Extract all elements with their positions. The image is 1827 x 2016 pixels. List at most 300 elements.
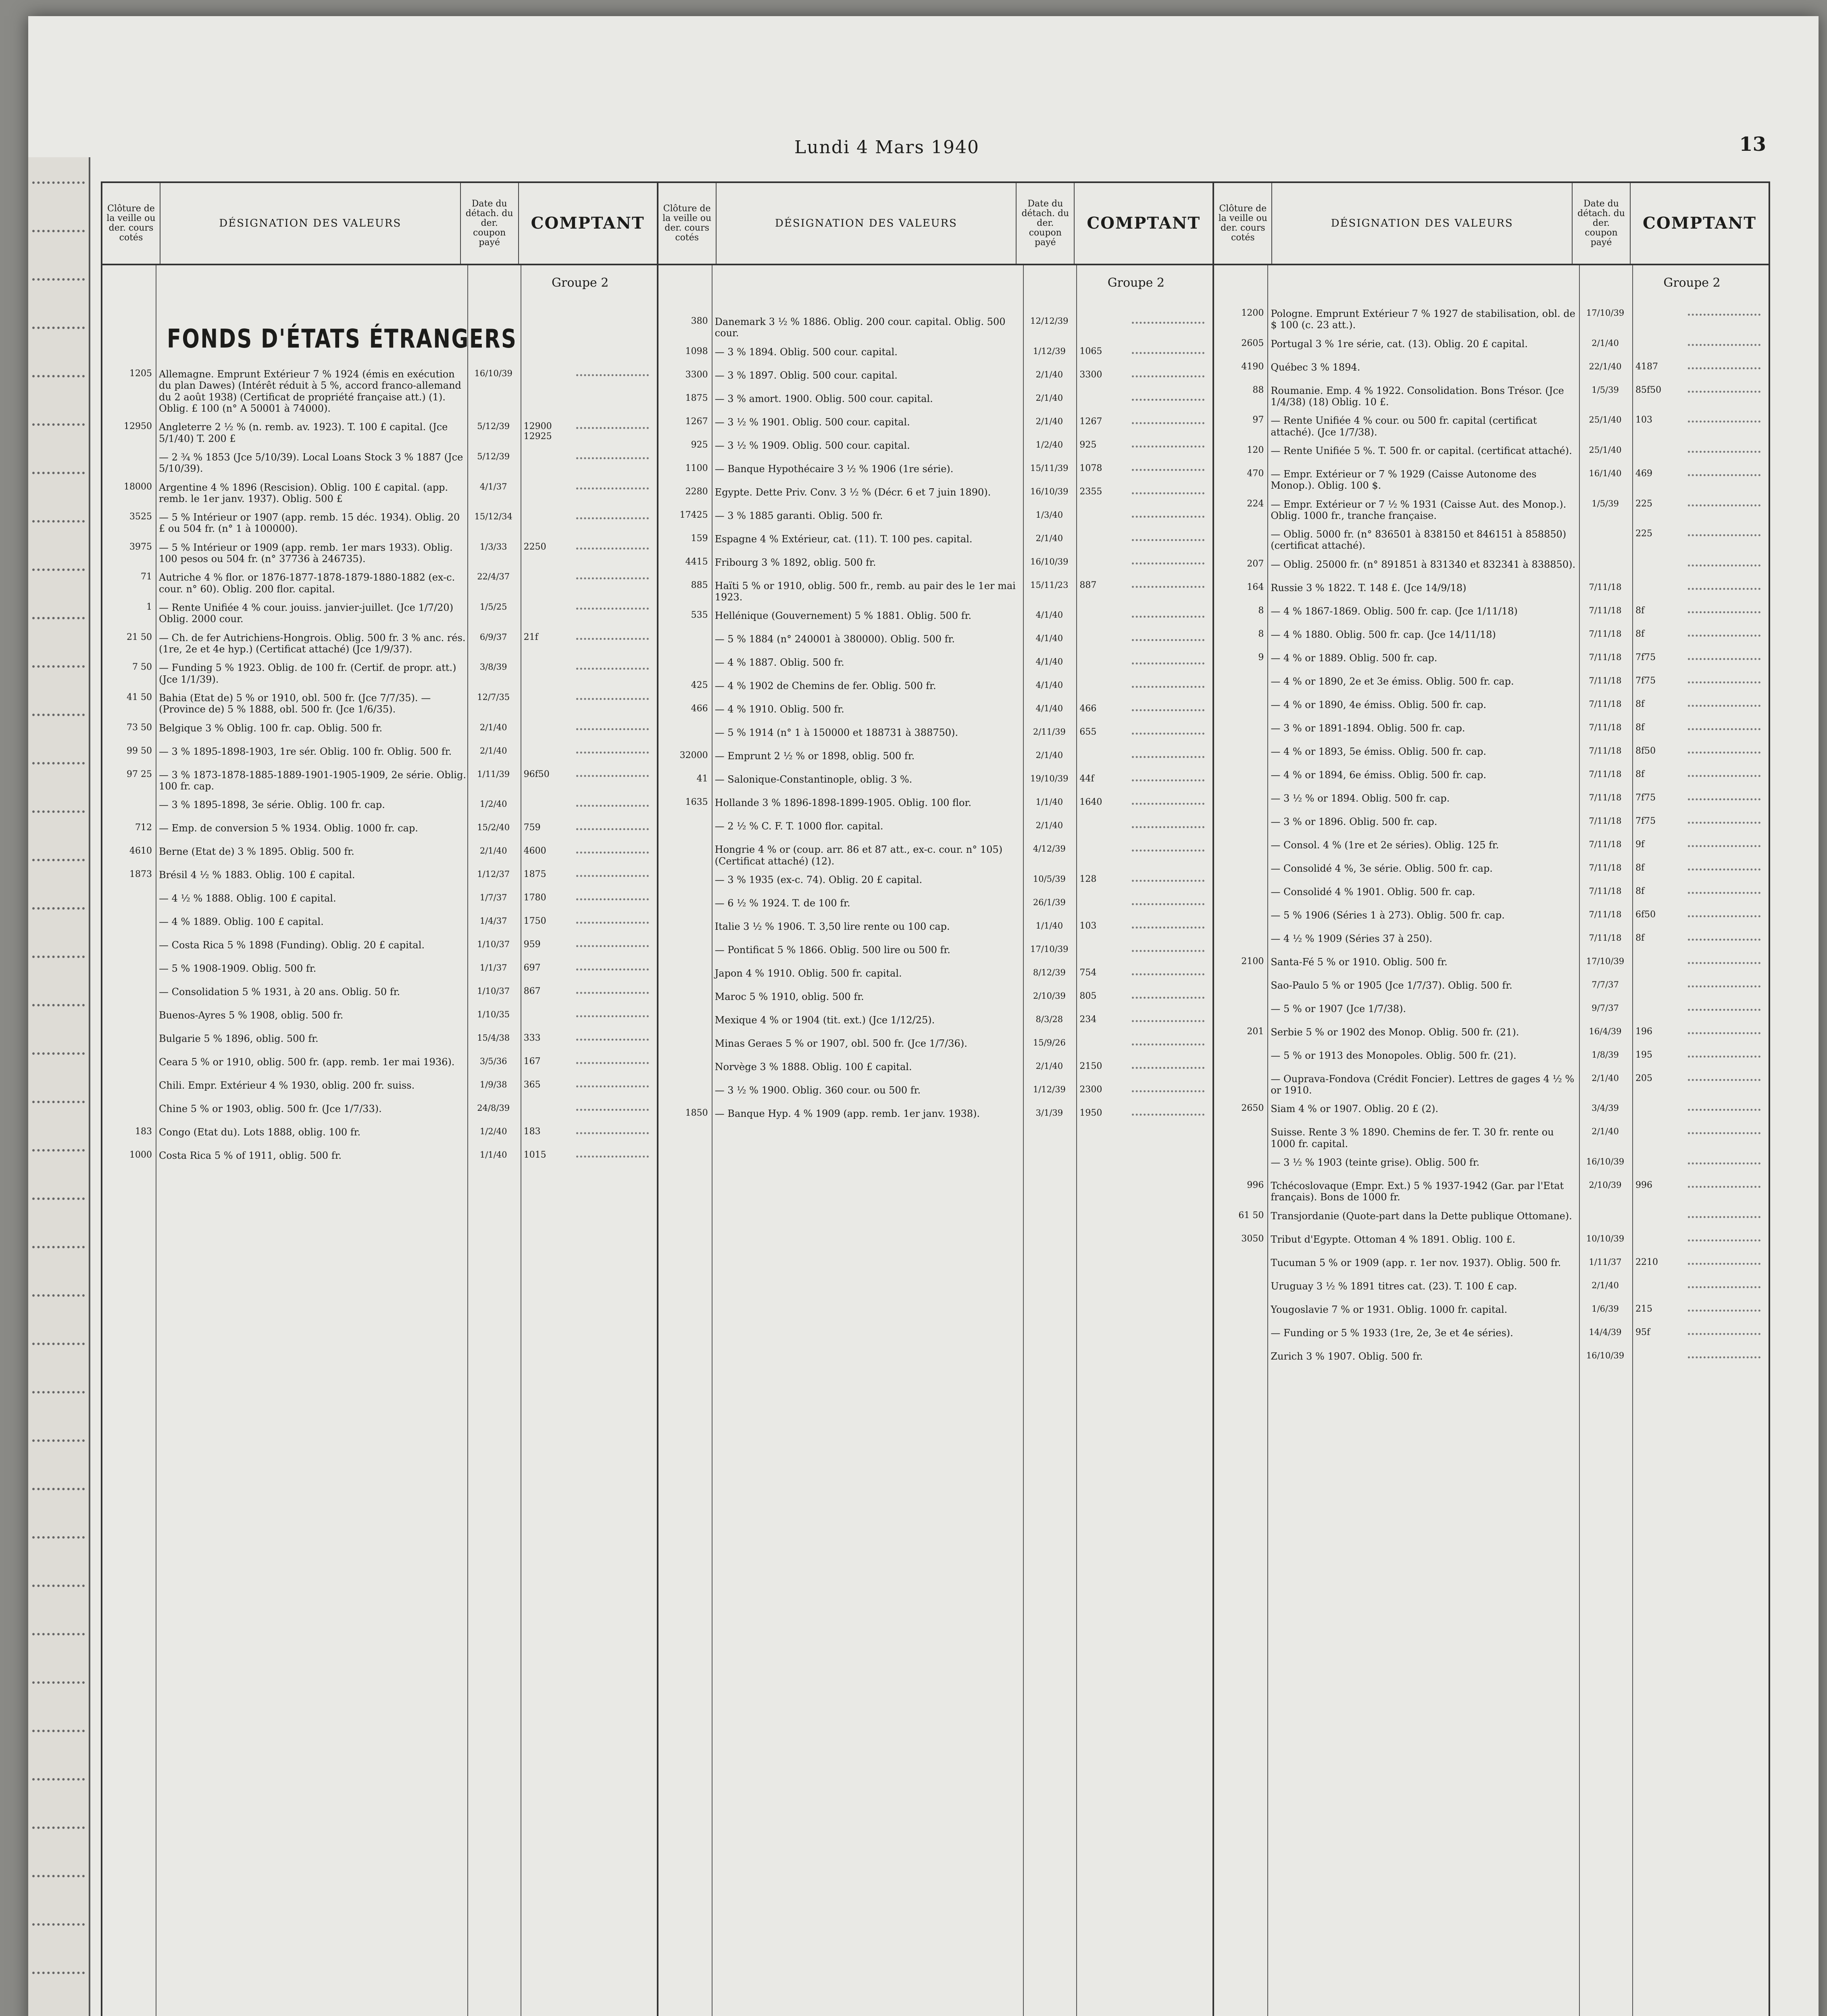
security-designation: — 5 % Intérieur or 1907 (app. remb. 15 déc. 1934). Oblig. 20 £ ou 504 fr. (n° 1 à 100000).: [159, 512, 460, 535]
security-entry: [1214, 676, 1769, 692]
security-entry: [658, 898, 1213, 914]
dotted-leader: [576, 608, 649, 610]
security-entry: [658, 633, 1213, 650]
cloture-price: 2650: [1241, 1103, 1264, 1114]
security-entry: [102, 692, 657, 715]
dotted-leader: [576, 1062, 649, 1064]
cloture-price: 4190: [1241, 361, 1264, 372]
cloture-price: 466: [691, 704, 708, 714]
security-entry: [658, 727, 1213, 743]
security-designation: — Consol. 4 % (1re et 2e séries). Oblig. 125 fr.: [1271, 839, 1499, 851]
cloture-price: 925: [691, 439, 708, 450]
security-entry: [102, 1150, 657, 1166]
coupon-date: 7/11/18: [1589, 605, 1622, 615]
coupon-date: 1/9/38: [479, 1080, 507, 1090]
security-designation: Buenos-Ayres 5 % 1908, oblig. 500 fr.: [159, 1010, 344, 1021]
comptant-value: 2300: [1079, 1084, 1102, 1095]
dotted-leader: [1132, 539, 1204, 541]
dotted-leader: [576, 427, 649, 429]
comptant-value: 697: [523, 963, 541, 973]
cloture-price: 2100: [1241, 956, 1264, 966]
cloture-price: 380: [691, 316, 708, 326]
coupon-date: 25/1/40: [1589, 415, 1622, 425]
security-designation: Pologne. Emprunt Extérieur 7 % 1927 de stabilisation, obl. de $ 100 (c. 23 att.).: [1271, 308, 1575, 331]
coupon-date: 16/4/39: [1589, 1026, 1622, 1036]
header-date: Date du détach. du der. coupon payé: [1017, 183, 1075, 264]
dotted-leader: [32, 1439, 85, 1442]
dotted-leader: [32, 1923, 85, 1926]
coupon-date: 1/4/37: [479, 916, 507, 926]
dotted-leader: [1132, 803, 1204, 805]
dotted-leader: [32, 1343, 85, 1345]
comptant-value: 1640: [1079, 797, 1102, 808]
cloture-price: 32000: [679, 750, 708, 761]
header-cloture: Clôture de la veille ou der. cours cotés: [1214, 183, 1272, 264]
coupon-date: 1/11/37: [1589, 1257, 1622, 1267]
page-number: 13: [1739, 133, 1766, 156]
security-entry: [102, 602, 657, 625]
security-designation: Québec 3 % 1894.: [1271, 361, 1360, 373]
comptant-value: 8f: [1635, 722, 1645, 733]
cloture-price: 97: [1252, 415, 1264, 425]
dotted-leader: [1688, 1109, 1760, 1111]
cloture-price: 1267: [685, 416, 708, 427]
security-entry: [102, 421, 657, 444]
header-comptant: COMPTANT: [1643, 214, 1756, 233]
security-designation: — 3 % or 1896. Oblig. 500 fr. cap.: [1271, 816, 1437, 827]
comptant-value: 8f: [1635, 862, 1645, 873]
cloture-price: 99 50: [127, 746, 152, 756]
dotted-leader: [576, 992, 649, 994]
header-cloture: Clôture de la veille ou der. cours cotés: [102, 183, 160, 264]
dotted-leader: [1688, 845, 1760, 847]
security-designation: — 6 ½ % 1924. T. de 100 fr.: [715, 897, 850, 909]
dotted-leader: [1132, 469, 1204, 471]
cloture-price: 1100: [685, 463, 708, 473]
dotted-leader: [1688, 1056, 1760, 1058]
dotted-leader: [576, 1085, 649, 1087]
coupon-date: 7/11/18: [1589, 699, 1622, 709]
comptant-value: 196: [1635, 1026, 1653, 1037]
comptant-value: 996: [1635, 1180, 1653, 1190]
coupon-date: 7/11/18: [1589, 769, 1622, 779]
security-entry: [1214, 529, 1769, 552]
security-designation: — 5 % 1884 (n° 240001 à 380000). Oblig. 500 fr.: [715, 633, 955, 645]
dotted-leader: [32, 1391, 85, 1393]
security-entry: [1214, 1234, 1769, 1250]
dotted-leader: [32, 1585, 85, 1587]
comptant-value: 365: [523, 1080, 541, 1090]
security-entry: [102, 482, 657, 505]
coupon-date: 1/12/39: [1033, 1084, 1066, 1094]
cloture-price: 1205: [129, 369, 152, 379]
newspaper-page: [28, 16, 1819, 2016]
comptant-value: 2150: [1079, 1061, 1102, 1071]
security-designation: Roumanie. Emp. 4 % 1922. Consolidation. Bons Trésor. (Jce 1/4/38) (18) Oblig. 10 £.: [1271, 385, 1564, 408]
coupon-date: 1/10/35: [477, 1010, 510, 1020]
dotted-leader: [1132, 950, 1204, 952]
security-entry: [102, 939, 657, 956]
groupe-label: Groupe 2: [1107, 276, 1165, 290]
security-entry: [1214, 559, 1769, 575]
coupon-date: 3/8/39: [479, 662, 507, 672]
security-designation: — 3 % 1897. Oblig. 500 cour. capital.: [715, 369, 898, 381]
security-designation: Japon 4 % 1910. Oblig. 500 fr. capital.: [715, 967, 902, 979]
security-designation: Ceara 5 % or 1910, oblig. 500 fr. (app. remb. 1er mai 1936).: [159, 1056, 455, 1068]
comptant-value: 8f: [1635, 886, 1645, 896]
cloture-price: 3975: [129, 541, 152, 552]
security-entry: [658, 750, 1213, 766]
cloture-price: 1200: [1241, 308, 1264, 318]
security-entry: [1214, 1050, 1769, 1066]
dotted-leader: [1132, 973, 1204, 975]
dotted-leader: [1688, 1263, 1760, 1265]
coupon-date: 2/1/40: [1592, 1127, 1619, 1137]
security-entry: [102, 542, 657, 565]
comptant-value: 7f75: [1635, 675, 1656, 686]
dotted-leader: [1688, 534, 1760, 536]
security-designation: — 2 ¾ % 1853 (Jce 5/10/39). Local Loans Stock 3 % 1887 (Jce 5/10/39).: [159, 451, 463, 475]
column-header: [658, 183, 1213, 265]
coupon-date: 1/1/37: [479, 963, 507, 973]
security-designation: — Ch. de fer Autrichiens-Hongrois. Oblig. 500 fr. 3 % anc. rés. (1re, 2e et 4e hyp.) (Certificat attaché) (Jce 1/9/37).: [159, 632, 466, 655]
security-entry: [1214, 793, 1769, 809]
security-designation: — 3 % 1885 garanti. Oblig. 500 fr.: [715, 510, 883, 521]
cloture-price: 41 50: [127, 692, 152, 702]
coupon-date: 1/11/39: [477, 769, 510, 779]
cloture-price: 88: [1252, 385, 1264, 395]
security-designation: — Consolidation 5 % 1931, à 20 ans. Oblig. 50 fr.: [159, 986, 400, 998]
dotted-leader: [1688, 1333, 1760, 1335]
comptant-value: 1950: [1079, 1108, 1102, 1118]
dotted-leader: [32, 617, 85, 619]
comptant-value: 805: [1079, 991, 1097, 1001]
security-entry: [1214, 469, 1769, 492]
dotted-leader: [1688, 1009, 1760, 1011]
security-designation: Portugal 3 % 1re série, cat. (13). Oblig. 20 £ capital.: [1271, 338, 1528, 350]
coupon-date: 7/11/18: [1589, 582, 1622, 592]
dotted-leader: [32, 1004, 85, 1006]
security-entry: [1214, 1073, 1769, 1096]
comptant-value: 1875: [523, 869, 546, 880]
header-cloture: Clôture de la veille ou der. cours cotés: [658, 183, 717, 264]
dotted-leader: [1688, 985, 1760, 987]
security-designation: — 4 ½ % 1909 (Séries 37 à 250).: [1271, 933, 1433, 944]
security-designation: Angleterre 2 ½ % (n. remb. av. 1923). T. 100 £ capital. (Jce 5/1/40) T. 200 £: [159, 421, 448, 444]
dotted-leader: [32, 665, 85, 668]
security-designation: — 3 % 1895-1898, 3e série. Oblig. 100 fr. cap.: [159, 799, 385, 811]
comptant-value: 1750: [523, 916, 546, 927]
security-designation: Norvège 3 % 1888. Oblig. 100 £ capital.: [715, 1061, 912, 1073]
cloture-price: 9: [1258, 652, 1264, 662]
coupon-date: 15/11/39: [1030, 463, 1069, 473]
security-designation: — 5 % Intérieur or 1909 (app. remb. 1er mars 1933). Oblig. 100 pesos ou 504 fr. (n° 37736 à 246735).: [159, 541, 453, 565]
dotted-leader: [32, 1972, 85, 1974]
security-designation: — 3 % or 1891-1894. Oblig. 500 fr. cap.: [1271, 722, 1465, 734]
security-entry: [1214, 699, 1769, 715]
security-entry: [1214, 1281, 1769, 1297]
dotted-leader: [1132, 446, 1204, 448]
coupon-date: 5/12/39: [477, 451, 510, 461]
security-entry: [102, 869, 657, 885]
dotted-leader: [576, 577, 649, 579]
comptant-value: 1078: [1079, 463, 1102, 473]
security-designation: Transjordanie (Quote-part dans la Dette publique Ottomane).: [1271, 1210, 1572, 1222]
dotted-leader: [1688, 1032, 1760, 1034]
dotted-leader: [1132, 375, 1204, 377]
security-designation: — 5 % 1906 (Séries 1 à 273). Oblig. 500 fr. cap.: [1271, 909, 1505, 921]
security-designation: — 4 % 1867-1869. Oblig. 500 fr. cap. (Jce 1/11/18): [1271, 605, 1518, 617]
dotted-leader: [32, 1052, 85, 1055]
coupon-date: 3/5/36: [479, 1056, 507, 1066]
dotted-leader: [1132, 927, 1204, 929]
cloture-price: 1850: [685, 1108, 708, 1118]
cloture-price: 1: [146, 602, 152, 612]
quotation-table: [101, 181, 1770, 2016]
dotted-leader: [32, 1681, 85, 1684]
dotted-leader: [32, 1778, 85, 1781]
comptant-value: 2250: [523, 541, 546, 552]
security-entry: [1214, 863, 1769, 879]
page-title: Lundi 4 Mars 1940: [794, 137, 979, 158]
comptant-value: 6f50: [1635, 909, 1656, 920]
dotted-leader: [32, 327, 85, 329]
dotted-leader: [576, 668, 649, 670]
dotted-leader: [32, 375, 85, 377]
comptant-value: 759: [523, 823, 541, 833]
column-header: [1214, 183, 1769, 265]
security-entry: [102, 369, 657, 414]
dotted-leader: [1688, 868, 1760, 871]
dotted-leader: [32, 472, 85, 474]
coupon-date: 2/1/40: [1035, 1061, 1063, 1071]
dotted-leader: [32, 1198, 85, 1200]
coupon-date: 7/11/18: [1589, 629, 1622, 639]
coupon-date: 17/10/39: [1586, 956, 1625, 966]
security-entry: [658, 1108, 1213, 1124]
security-entry: [1214, 385, 1769, 408]
cloture-price: 2605: [1241, 338, 1264, 348]
coupon-date: 2/1/40: [1592, 338, 1619, 348]
coupon-date: 1/2/40: [479, 799, 507, 809]
dotted-leader: [1132, 1114, 1204, 1116]
security-entry: [102, 1010, 657, 1026]
security-entry: [658, 1061, 1213, 1077]
coupon-date: 7/11/18: [1589, 862, 1622, 873]
security-entry: [658, 968, 1213, 984]
security-designation: Bahia (Etat de) 5 % or 1910, obl. 500 fr. (Jce 7/7/35). — (Province de) 5 % 1888, obl. 500 fr. (Jce 1/6/35).: [159, 692, 431, 715]
comptant-value: 103: [1635, 415, 1653, 425]
coupon-date: 9/7/37: [1592, 1003, 1619, 1013]
dotted-leader: [1132, 422, 1204, 424]
security-entry: [1214, 839, 1769, 856]
cloture-price: 12950: [124, 421, 152, 432]
dotted-leader: [1688, 1310, 1760, 1312]
coupon-date: 1/6/39: [1592, 1304, 1619, 1314]
security-designation: Serbie 5 % or 1902 des Monop. Oblig. 500 fr. (21).: [1271, 1026, 1519, 1038]
coupon-date: 4/1/40: [1035, 657, 1063, 667]
coupon-date: 2/1/40: [1592, 1073, 1619, 1083]
dotted-leader: [576, 548, 649, 550]
security-entry: [102, 1080, 657, 1096]
dotted-leader: [32, 1294, 85, 1297]
dotted-leader: [32, 1536, 85, 1539]
comptant-value: 655: [1079, 727, 1097, 737]
dotted-leader: [576, 875, 649, 877]
coupon-date: 4/1/40: [1035, 680, 1063, 690]
security-designation: Siam 4 % or 1907. Oblig. 20 £ (2).: [1271, 1103, 1439, 1115]
security-entry: [1214, 499, 1769, 522]
coupon-date: 1/5/25: [479, 602, 507, 612]
security-entry: [102, 452, 657, 475]
security-designation: Hellénique (Gouvernement) 5 % 1881. Oblig. 500 fr.: [715, 610, 971, 622]
coupon-date: 16/10/39: [1030, 556, 1069, 566]
comptant-value: 925: [1079, 439, 1097, 450]
dotted-leader: [1688, 728, 1760, 730]
security-designation: — 4 % or 1893, 5e émiss. Oblig. 500 fr. cap.: [1271, 746, 1486, 757]
section-title: FONDS D'ÉTATS ÉTRANGERS: [167, 324, 517, 354]
dotted-leader: [1132, 1067, 1204, 1069]
coupon-date: 1/10/37: [477, 986, 510, 996]
coupon-date: 1/12/39: [1033, 346, 1066, 356]
cloture-price: 201: [1247, 1026, 1264, 1037]
comptant-value: 7f75: [1635, 816, 1656, 826]
coupon-date: 6/9/37: [479, 632, 507, 642]
security-designation: — 3 % 1935 (ex-c. 74). Oblig. 20 £ capital.: [715, 874, 923, 885]
dotted-leader: [32, 956, 85, 958]
coupon-date: 14/4/39: [1589, 1327, 1622, 1337]
security-entry: [1214, 1157, 1769, 1173]
entry-list: [102, 369, 657, 1173]
security-designation: — 3 % 1895-1898-1903, 1re sér. Oblig. 100 fr. Oblig. 500 fr.: [159, 746, 452, 757]
dotted-leader: [1132, 733, 1204, 735]
cloture-price: 1635: [685, 797, 708, 808]
coupon-date: 10/10/39: [1586, 1233, 1625, 1243]
dotted-leader: [576, 922, 649, 924]
coupon-date: 1/10/37: [477, 939, 510, 950]
cloture-price: 61 50: [1238, 1210, 1264, 1220]
coupon-date: 7/11/18: [1589, 652, 1622, 662]
dotted-leader: [1688, 939, 1760, 941]
security-designation: Bulgarie 5 % 1896, oblig. 500 fr.: [159, 1033, 319, 1045]
security-entry: [102, 746, 657, 762]
security-entry: [1214, 1127, 1769, 1150]
dotted-leader: [32, 762, 85, 764]
coupon-date: 1/1/40: [1035, 797, 1063, 807]
cloture-price: 4610: [129, 846, 152, 856]
security-entry: [1214, 723, 1769, 739]
comptant-value: 85f50: [1635, 385, 1662, 395]
security-entry: [1214, 652, 1769, 669]
coupon-date: 15/11/23: [1030, 580, 1069, 590]
security-designation: Maroc 5 % 1910, oblig. 500 fr.: [715, 991, 864, 1002]
security-designation: Santa-Fé 5 % or 1910. Oblig. 500 fr.: [1271, 956, 1448, 968]
dotted-leader: [1132, 1043, 1204, 1045]
security-designation: — Funding or 5 % 1933 (1re, 2e, 3e et 4e séries).: [1271, 1327, 1513, 1339]
cloture-price: 712: [135, 823, 152, 833]
header-date: Date du détach. du der. coupon payé: [1573, 183, 1631, 264]
comptant-value: 8f50: [1635, 746, 1656, 756]
dotted-leader: [32, 230, 85, 232]
security-entry: [1214, 308, 1769, 331]
dotted-leader: [32, 1488, 85, 1490]
security-entry: [658, 1014, 1213, 1031]
dotted-leader: [1688, 775, 1760, 777]
coupon-date: 7/11/18: [1589, 886, 1622, 896]
coupon-date: 16/10/39: [1030, 486, 1069, 496]
coupon-date: 7/11/18: [1589, 839, 1622, 849]
security-entry: [102, 916, 657, 932]
comptant-value: 2355: [1079, 486, 1102, 497]
security-entry: [658, 704, 1213, 720]
header-comptant: COMPTANT: [531, 214, 645, 233]
coupon-date: 12/12/39: [1030, 316, 1069, 326]
comptant-value: 225: [1635, 498, 1653, 509]
dotted-leader: [576, 752, 649, 754]
security-entry: [658, 533, 1213, 550]
coupon-date: 1/3/33: [479, 541, 507, 552]
security-designation: — 4 % 1910. Oblig. 500 fr.: [715, 704, 844, 715]
security-entry: [1214, 1210, 1769, 1227]
dotted-leader: [32, 1730, 85, 1732]
coupon-date: 1/5/39: [1592, 385, 1619, 395]
coupon-date: 17/10/39: [1030, 944, 1069, 954]
security-designation: — 4 % 1902 de Chemins de fer. Oblig. 500 fr.: [715, 680, 936, 692]
security-designation: — 3 ½ % 1903 (teinte grise). Oblig. 500 fr.: [1271, 1157, 1480, 1168]
security-designation: — 3 % 1873-1878-1885-1889-1901-1905-1909, 2e série. Oblig. 100 fr. cap.: [159, 769, 467, 792]
security-entry: [1214, 1351, 1769, 1367]
coupon-date: 2/1/40: [479, 846, 507, 856]
comptant-value: 466: [1079, 704, 1097, 714]
security-designation: — 4 % 1887. Oblig. 500 fr.: [715, 657, 844, 669]
cloture-price: 207: [1247, 558, 1264, 569]
security-entry: [658, 463, 1213, 479]
dotted-leader: [1688, 822, 1760, 824]
security-entry: [658, 1085, 1213, 1101]
coupon-date: 7/11/18: [1589, 675, 1622, 685]
security-designation: Chili. Empr. Extérieur 4 % 1930, oblig. 200 fr. suiss.: [159, 1080, 415, 1091]
comptant-value: 205: [1635, 1073, 1653, 1083]
comptant-value: 8f: [1635, 933, 1645, 943]
coupon-date: 5/12/39: [477, 421, 510, 431]
coupon-date: 8/3/28: [1035, 1014, 1063, 1024]
coupon-date: 1/3/40: [1035, 510, 1063, 520]
coupon-date: 2/1/40: [479, 746, 507, 756]
coupon-date: 25/1/40: [1589, 445, 1622, 455]
security-entry: [1214, 1327, 1769, 1343]
coupon-date: 2/1/40: [1592, 1280, 1619, 1290]
dotted-leader: [1688, 798, 1760, 800]
security-entry: [102, 963, 657, 979]
security-designation: — Emprunt 2 ½ % or 1898, oblig. 500 fr.: [715, 750, 915, 762]
comptant-value: 9f: [1635, 839, 1645, 850]
coupon-date: 2/1/40: [1035, 750, 1063, 760]
cloture-price: 164: [1247, 582, 1264, 592]
security-entry: [102, 823, 657, 839]
page-header: [28, 133, 1819, 161]
dotted-leader: [1688, 367, 1760, 369]
security-entry: [658, 393, 1213, 409]
column-2: [658, 183, 1215, 2016]
security-entry: [1214, 629, 1769, 645]
coupon-date: 2/1/40: [1035, 416, 1063, 426]
coupon-date: 1/1/40: [1035, 921, 1063, 931]
comptant-value: 95f: [1635, 1327, 1650, 1337]
security-designation: Sao-Paulo 5 % or 1905 (Jce 1/7/37). Oblig. 500 fr.: [1271, 979, 1512, 991]
security-entry: [658, 774, 1213, 790]
security-entry: [658, 316, 1213, 339]
security-designation: Belgique 3 % Oblig. 100 fr. cap. Oblig. 500 fr.: [159, 722, 383, 734]
